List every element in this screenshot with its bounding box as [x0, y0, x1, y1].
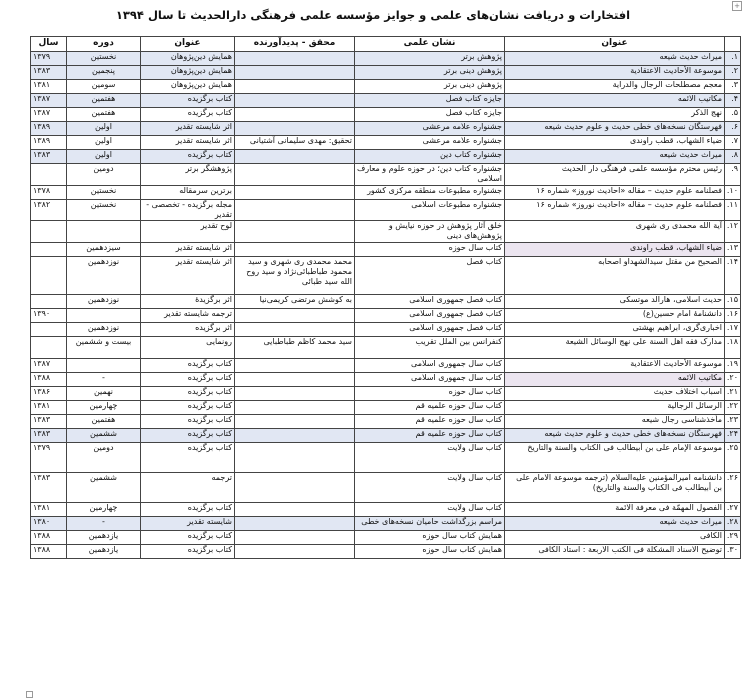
row-title: دانشنامهٔ امام حسین(ع) [505, 309, 725, 323]
row-number: ۴. [725, 94, 741, 108]
row-award: پژوهش دینی برتر [355, 80, 505, 94]
row-award: کتاب سال جمهوری اسلامی [355, 359, 505, 373]
row-author [235, 186, 355, 200]
row-number: ۹. [725, 164, 741, 186]
row-title: موسوعة الأحادیث الاعتقادیة [505, 359, 725, 373]
row-round: - [67, 373, 141, 387]
row-year [31, 221, 67, 243]
row-title: الصحیح من مقتل سیدالشهدا‌و اصحابه [505, 257, 725, 295]
row-author: محمد محمدی ری شهری و سید محمود طباطبائی‌نژاد و سید روح الله سید طبائی [235, 257, 355, 295]
row-number: ۲۵. [725, 443, 741, 473]
table-row [31, 373, 741, 387]
row-level: همایش دین‌پژوهان [141, 80, 235, 94]
row-year: ۱۳۸۸ [31, 531, 67, 545]
table-row [31, 359, 741, 373]
row-year: ۱۳۸۷ [31, 359, 67, 373]
row-award: جشنواره مطبوعات منطقه مرکزی کشور [355, 186, 505, 200]
row-level: کتاب برگزیده [141, 545, 235, 559]
row-author: سید محمد کاظم طباطبایی [235, 337, 355, 359]
row-level: کتاب برگزیده [141, 503, 235, 517]
table-row [31, 323, 741, 337]
row-title: الرسائل الرجالیة [505, 401, 725, 415]
row-title: میراث حدیث شیعه [505, 150, 725, 164]
table-move-handle-icon[interactable]: + [732, 1, 742, 11]
row-number: ۱۹. [725, 359, 741, 373]
row-level: برترین سرمقاله [141, 186, 235, 200]
row-round: بیست و ششمین [67, 337, 141, 359]
row-number: ۲۳. [725, 415, 741, 429]
row-author [235, 517, 355, 531]
row-round: اولین [67, 122, 141, 136]
row-number: ۲۹. [725, 531, 741, 545]
row-award: کتاب سال حوزه [355, 243, 505, 257]
header-number [725, 37, 741, 52]
table-row [31, 545, 741, 559]
row-level: کتاب برگزیده [141, 531, 235, 545]
table-row [31, 164, 741, 186]
row-number: ۲. [725, 66, 741, 80]
table-row [31, 517, 741, 531]
table-row [31, 257, 741, 295]
row-author [235, 150, 355, 164]
page-title: افتخارات و دریافت نشان‌های علمی و جوایز مؤسسه علمی فرهنگی دارالحدیث تا سال ۱۳۹۴ [115, 8, 631, 22]
row-round: نخستین [67, 186, 141, 200]
row-number: ۳۰. [725, 545, 741, 559]
row-number: ۲۴. [725, 429, 741, 443]
row-year [31, 295, 67, 309]
table-row [31, 295, 741, 309]
header-award: نشان علمی [355, 37, 505, 52]
row-round: سیزدهمین [67, 243, 141, 257]
row-round: چهارمین [67, 503, 141, 517]
row-round [67, 359, 141, 373]
row-year: ۱۳۹۰ [31, 309, 67, 323]
row-title: مدارک فقه اهل السنة علی نهج الوسائل الشیعة [505, 337, 725, 359]
row-author [235, 401, 355, 415]
row-level: کتاب برگزیده [141, 150, 235, 164]
row-round: ششمین [67, 473, 141, 503]
row-award: کتاب سال ولایت [355, 503, 505, 517]
row-author [235, 164, 355, 186]
row-author [235, 503, 355, 517]
row-level: رونمایی [141, 337, 235, 359]
row-round: نوزدهمین [67, 323, 141, 337]
row-number: ۱۱. [725, 200, 741, 221]
row-round: یازدهمین [67, 531, 141, 545]
row-title: دانشنامه امیرالمؤمنین علیه‌السلام (ترجمه موسوعة الامام علی بن أبیطالب فی الکتاب والسنة والتاریخ) [505, 473, 725, 503]
row-award: کتاب فصل جمهوری اسلامی [355, 295, 505, 309]
row-author [235, 80, 355, 94]
row-number: ۱۴. [725, 257, 741, 295]
row-level: شایسته تقدیر [141, 517, 235, 531]
row-year: ۱۳۸۰ [31, 517, 67, 531]
row-award: جشنواره علامه مرعشی [355, 122, 505, 136]
row-author [235, 443, 355, 473]
row-award: کتاب سال ولایت [355, 473, 505, 503]
row-title: مکاتیب الائمه [505, 373, 725, 387]
row-title: ضیاء الشهاب، قطب راوندی [505, 136, 725, 150]
row-title: میراث حدیث شیعه [505, 52, 725, 66]
row-level: کتاب برگزیده [141, 415, 235, 429]
row-level: اثر برگزیدهٔ [141, 295, 235, 309]
row-number: ۲۱. [725, 387, 741, 401]
row-year: ۱۳۸۸ [31, 373, 67, 387]
row-title: موسوعة الأحادیث الاعتقادیة [505, 66, 725, 80]
row-author [235, 66, 355, 80]
table-row [31, 52, 741, 66]
row-round: هفتمین [67, 94, 141, 108]
table-row [31, 503, 741, 517]
row-award: جشنواره کتاب دین؛ در حوزه علوم و معارف اسلامی [355, 164, 505, 186]
row-award: جشنواره کتاب دین [355, 150, 505, 164]
table-row [31, 136, 741, 150]
row-number: ۱۵. [725, 295, 741, 309]
table-row [31, 473, 741, 503]
row-level: ترجمه [141, 473, 235, 503]
row-level: کتاب برگزیده [141, 429, 235, 443]
row-round: سومین [67, 80, 141, 94]
row-title: معجم مصطلحات الرجال والدرایة [505, 80, 725, 94]
row-title: فهرستگان نسخه‌های خطی حدیث و علوم حدیث شیعه [505, 429, 725, 443]
row-round: اولین [67, 136, 141, 150]
row-author [235, 359, 355, 373]
table-row [31, 401, 741, 415]
row-number: ۱۲. [725, 221, 741, 243]
row-award: پژوهش برتر [355, 52, 505, 66]
row-title: رئیس محترم مؤسسه علمی فرهنگی دار الحدیث [505, 164, 725, 186]
row-number: ۲۸. [725, 517, 741, 531]
row-author [235, 309, 355, 323]
row-title: ضیاء الشهاب، قطب راوندی [505, 243, 725, 257]
row-year: ۱۳۸۸ [31, 545, 67, 559]
row-number: ۱۳. [725, 243, 741, 257]
header-level: عنوان [141, 37, 235, 52]
row-title: فصلنامه علوم حدیث – مقاله «احادیث نوروز» شماره ۱۶ [505, 186, 725, 200]
row-title: مأخذشناسی رجال شیعه [505, 415, 725, 429]
row-author [235, 323, 355, 337]
row-year [31, 323, 67, 337]
row-year [31, 337, 67, 359]
row-year [31, 257, 67, 295]
row-award: کتاب فصل [355, 257, 505, 295]
resize-handle-icon[interactable] [26, 691, 33, 698]
row-year: ۱۳۷۸ [31, 186, 67, 200]
row-year: ۱۳۸۱ [31, 401, 67, 415]
row-award: جشنواره مطبوعات اسلامی [355, 200, 505, 221]
header-year: سال [31, 37, 67, 52]
row-author [235, 473, 355, 503]
row-award: کتاب سال ولایت [355, 443, 505, 473]
header-round: دوره [67, 37, 141, 52]
row-year: ۱۳۸۹ [31, 136, 67, 150]
row-round: یازدهمین [67, 545, 141, 559]
row-author [235, 243, 355, 257]
row-number: ۱۷. [725, 323, 741, 337]
row-level: اثر برگزیده [141, 323, 235, 337]
row-number: ۱۸. [725, 337, 741, 359]
row-author [235, 52, 355, 66]
table-row [31, 108, 741, 122]
table-row [31, 122, 741, 136]
row-number: ۵. [725, 108, 741, 122]
row-year: ۱۳۸۳ [31, 415, 67, 429]
table-row [31, 200, 741, 221]
row-author [235, 221, 355, 243]
row-number: ۱۶. [725, 309, 741, 323]
table-row [31, 337, 741, 359]
row-number: ۲۶. [725, 473, 741, 503]
row-round: هفتمین [67, 415, 141, 429]
row-number: ۳. [725, 80, 741, 94]
row-title: موسوعة الإمام علی بن أبیطالب فی الکتاب والسنة والتاریخ [505, 443, 725, 473]
table-row [31, 243, 741, 257]
table-row [31, 531, 741, 545]
table-body [31, 52, 741, 559]
row-level: پژوهشگر برتر [141, 164, 235, 186]
row-author [235, 429, 355, 443]
row-level: اثر شایسته تقدیر [141, 243, 235, 257]
row-level: همایش دین‌پژوهان [141, 66, 235, 80]
row-award: کتاب سال جمهوری اسلامی [355, 373, 505, 387]
header-row [31, 37, 741, 52]
row-title: توضیح الاسناد المشکلة فی الکتب الاربعة : استاد الکافی [505, 545, 725, 559]
row-year: ۱۳۸۳ [31, 429, 67, 443]
row-year: ۱۳۸۷ [31, 108, 67, 122]
row-level: کتاب برگزیده [141, 94, 235, 108]
row-author [235, 200, 355, 221]
row-number: ۱۰. [725, 186, 741, 200]
table-row [31, 80, 741, 94]
row-level: اثر شایسته تقدیر [141, 122, 235, 136]
row-author [235, 387, 355, 401]
row-title: آیة الله محمدی ری شهری [505, 221, 725, 243]
header-title: عنوان [505, 37, 725, 52]
row-level: کتاب برگزیده [141, 387, 235, 401]
row-round: نهمین [67, 387, 141, 401]
row-round: دومین [67, 164, 141, 186]
row-number: ۱. [725, 52, 741, 66]
table-row [31, 221, 741, 243]
row-round: نوزدهمین [67, 295, 141, 309]
row-author [235, 531, 355, 545]
row-year: ۱۳۸۱ [31, 503, 67, 517]
row-number: ۷. [725, 136, 741, 150]
table-row [31, 94, 741, 108]
row-award: کتاب سال حوزه [355, 387, 505, 401]
row-title: فهرستگان نسخه‌های خطی حدیث و علوم حدیث شیعه [505, 122, 725, 136]
row-level: کتاب برگزیده [141, 359, 235, 373]
row-number: ۲۰. [725, 373, 741, 387]
row-round: دومین [67, 443, 141, 473]
row-round: پنجمین [67, 66, 141, 80]
row-level: کتاب برگزیده [141, 401, 235, 415]
row-year: ۱۳۸۱ [31, 80, 67, 94]
row-author [235, 545, 355, 559]
row-year: ۱۳۸۷ [31, 94, 67, 108]
row-author [235, 122, 355, 136]
table-row [31, 309, 741, 323]
row-round: هفتمین [67, 108, 141, 122]
row-round: نخستین [67, 52, 141, 66]
row-award: جایزه کتاب فصل [355, 108, 505, 122]
table-row [31, 66, 741, 80]
row-author: تحقیق: مهدی سلیمانی آشتیانی [235, 136, 355, 150]
row-number: ۲۲. [725, 401, 741, 415]
row-level: لوح تقدیر [141, 221, 235, 243]
row-award: پژوهش دینی برتر [355, 66, 505, 80]
row-title: الکافی [505, 531, 725, 545]
row-award: همایش کتاب سال حوزه [355, 531, 505, 545]
row-level: اثر شایسته تقدیر [141, 136, 235, 150]
row-year [31, 243, 67, 257]
row-round: اولین [67, 150, 141, 164]
row-level: کتاب برگزیده [141, 108, 235, 122]
row-award: کتاب سال حوزه علمیه قم [355, 415, 505, 429]
row-year: ۱۳۸۳ [31, 150, 67, 164]
row-year: ۱۳۸۶ [31, 387, 67, 401]
table-row [31, 387, 741, 401]
row-round: نخستین [67, 200, 141, 221]
row-level: اثر شایسته تقدیر [141, 257, 235, 295]
row-number: ۶. [725, 122, 741, 136]
row-level: همایش دین‌پژوهان [141, 52, 235, 66]
row-title: مکاتیب الائمه [505, 94, 725, 108]
row-title: اسباب اختلاف حدیث [505, 387, 725, 401]
row-award: کتاب فصل جمهوری اسلامی [355, 309, 505, 323]
row-level: کتاب برگزیده [141, 443, 235, 473]
row-year: ۱۳۷۹ [31, 443, 67, 473]
header-author: محقق - پدیدآورنده [235, 37, 355, 52]
row-number: ۸. [725, 150, 741, 164]
row-award: جشنواره علامه مرعشی [355, 136, 505, 150]
row-title: حدیث اسلامی، هارالد موتسکی [505, 295, 725, 309]
row-award: خلق آثار پژوهش در حوزه نیایش و پژوهش‌های دینی [355, 221, 505, 243]
row-year: ۱۳۸۹ [31, 122, 67, 136]
row-level: کتاب برگزیده [141, 373, 235, 387]
row-year: ۱۳۷۹ [31, 52, 67, 66]
row-author: به کوشش مرتضی کریمی‌نیا [235, 295, 355, 309]
table-row [31, 415, 741, 429]
row-title: میراث حدیث شیعه [505, 517, 725, 531]
row-award: کتاب سال حوزه علمیه قم [355, 429, 505, 443]
row-round: نوزدهمین [67, 257, 141, 295]
row-title: اخباری‌گری، ابراهیم بهشتی [505, 323, 725, 337]
row-author [235, 108, 355, 122]
row-number: ۲۷. [725, 503, 741, 517]
row-round: - [67, 517, 141, 531]
row-award: جایزه کتاب فصل [355, 94, 505, 108]
row-round: ششمین [67, 429, 141, 443]
row-title: نهج الذکر [505, 108, 725, 122]
row-year [31, 164, 67, 186]
row-author [235, 415, 355, 429]
awards-table [30, 36, 741, 559]
row-title: فصلنامه علوم حدیث – مقاله «احادیث نوروز» شماره ۱۶ [505, 200, 725, 221]
row-award: کتاب سال حوزه علمیه قم [355, 401, 505, 415]
table-row [31, 443, 741, 473]
row-title: الفصول المهمّة فی معرفة الائمة [505, 503, 725, 517]
row-award: همایش کتاب سال حوزه [355, 545, 505, 559]
row-year: ۱۳۸۳ [31, 66, 67, 80]
row-author [235, 94, 355, 108]
table-row [31, 429, 741, 443]
row-award: مراسم بزرگداشت حامیان نسخه‌های خطی [355, 517, 505, 531]
row-round: چهارمین [67, 401, 141, 415]
row-round [67, 309, 141, 323]
row-level: مجله برگزیده - تخصصی - تقدیر [141, 200, 235, 221]
table-row [31, 150, 741, 164]
row-level: ترجمه شایسته تقدیر [141, 309, 235, 323]
row-award: کتاب فصل جمهوری اسلامی [355, 323, 505, 337]
row-round [67, 221, 141, 243]
row-year: ۱۳۸۳ [31, 473, 67, 503]
table-row [31, 186, 741, 200]
row-award: کنفرانس بین الملل تقریب [355, 337, 505, 359]
row-author [235, 373, 355, 387]
row-year: ۱۳۸۲ [31, 200, 67, 221]
